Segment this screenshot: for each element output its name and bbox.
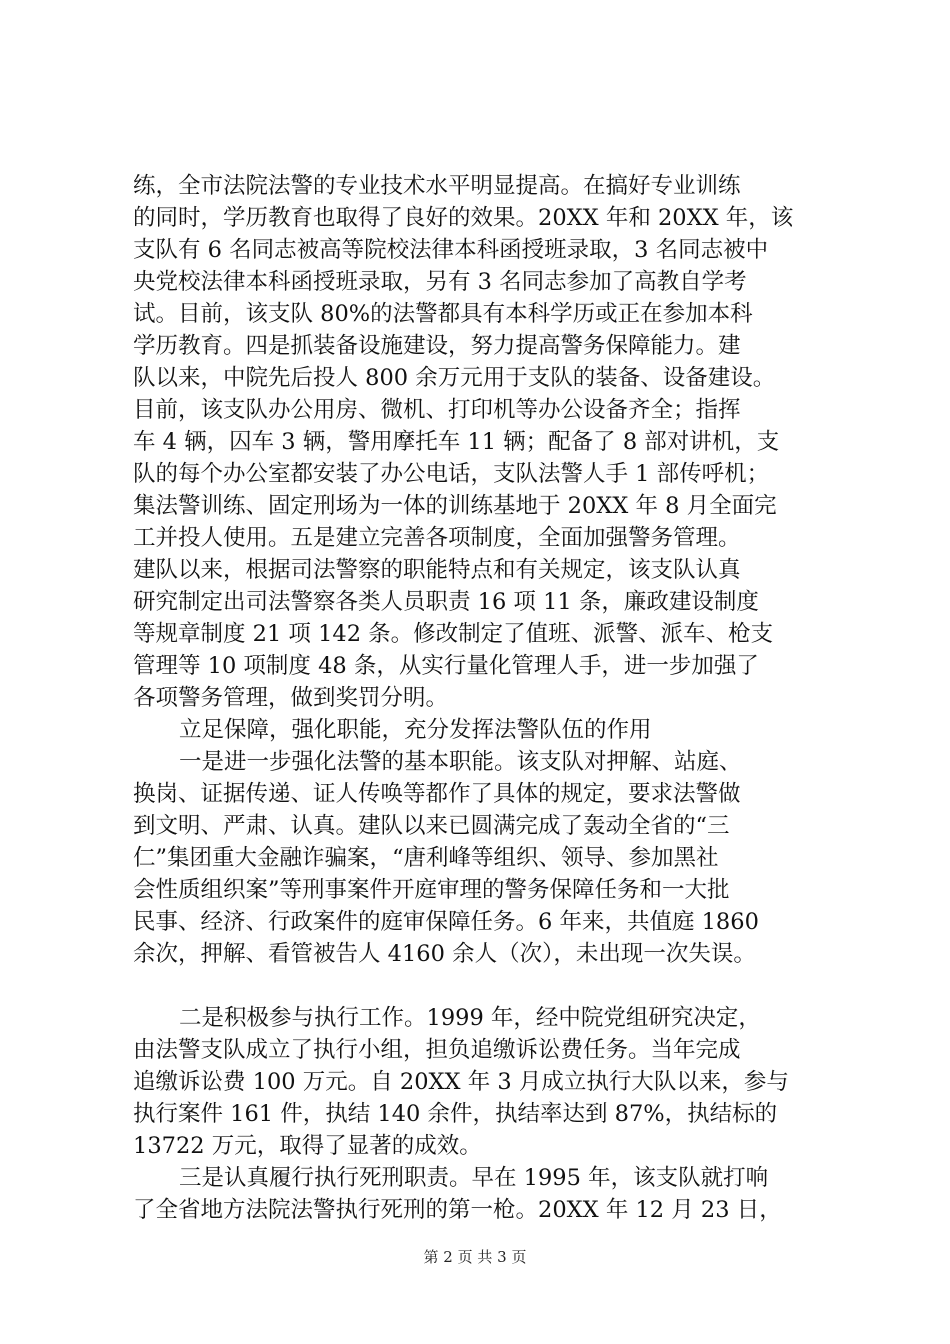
text-line: 练，全市法院法警的专业技术水平明显提高。在搞好专业训练	[133, 173, 741, 199]
text-line: 车 4 辆，囚车 3 辆，警用摩托车 11 辆；配备了 8 部对讲机，支	[133, 429, 780, 455]
text-line: 二是积极参与执行工作。1999 年，经中院党组研究决定，	[179, 1005, 761, 1031]
text-line: 民事、经济、行政案件的庭审保障任务。6 年来，共值庭 1860	[133, 909, 759, 935]
text-line: 立足保障，强化职能，充分发挥法警队伍的作用	[179, 717, 652, 743]
page-footer: 第 2 页 共 3 页	[423, 1248, 527, 1266]
text-line: 一是进一步强化法警的基本职能。该支队对押解、站庭、	[179, 749, 742, 775]
text-line: 央党校法律本科函授班录取，另有 3 名同志参加了高教自学考	[133, 269, 747, 295]
text-line: 支队有 6 名同志被高等院校法律本科函授班录取，3 名同志被中	[133, 237, 769, 263]
text-line: 队以来，中院先后投人 800 余万元用于支队的装备、设备建设。	[133, 365, 776, 391]
text-line: 目前，该支队办公用房、微机、打印机等办公设备齐全；指挥	[133, 397, 741, 423]
text-line: 的同时，学历教育也取得了良好的效果。20XX 年和 20XX 年，该	[133, 205, 794, 231]
text-line: 会性质组织案”等刑事案件开庭审理的警务保障任务和一大批	[133, 877, 730, 903]
text-line: 集法警训练、固定刑场为一体的训练基地于 20XX 年 8 月全面完	[133, 493, 777, 519]
text-line: 到文明、严肃、认真。建队以来已圆满完成了轰动全省的“三	[133, 813, 730, 839]
text-line: 由法警支队成立了执行小组，担负追缴诉讼费任务。当年完成	[133, 1037, 741, 1063]
text-line: 追缴诉讼费 100 万元。自 20XX 年 3 月成立执行大队以来，参与	[133, 1069, 789, 1095]
text-line: 学历教育。四是抓装备设施建设，努力提高警务保障能力。建	[133, 333, 741, 359]
text-line: 等规章制度 21 项 142 条。修改制定了值班、派警、派车、枪支	[133, 621, 774, 647]
text-line: 了全省地方法院法警执行死刑的第一枪。20XX 年 12 月 23 日，	[133, 1197, 782, 1223]
text-line: 建队以来，根据司法警察的职能特点和有关规定，该支队认真	[133, 557, 741, 583]
document-body	[133, 170, 833, 1226]
text-line: 队的每个办公室都安装了办公电话，支队法警人手 1 部传呼机；	[133, 461, 770, 487]
text-line: 各项警务管理，做到奖罚分明。	[133, 685, 449, 711]
text-line: 换岗、证据传递、证人传唤等都作了具体的规定，要求法警做	[133, 781, 741, 807]
text-line: 余次，押解、看管被告人 4160 余人（次），未出现一次失误。	[133, 941, 756, 967]
text-line: 管理等 10 项制度 48 条，从实行量化管理人手，进一步加强了	[133, 653, 759, 679]
text-line: 13722 万元，取得了显著的成效。	[133, 1133, 482, 1159]
text-line: 仁”集团重大金融诈骗案，“唐利峰等组织、领导、参加黑社	[133, 845, 719, 871]
text-line: 研究制定出司法警察各类人员职责 16 项 11 条，廉政建设制度	[133, 589, 759, 615]
text-line: 执行案件 161 件，执结 140 余件，执结率达到 87%，执结标的	[133, 1101, 778, 1127]
text-line: 试。目前，该支队 80%的法警都具有本科学历或正在参加本科	[133, 301, 753, 327]
blank-line	[133, 970, 833, 1002]
text-line: 三是认真履行执行死刑职责。早在 1995 年，该支队就打响	[179, 1165, 769, 1191]
text-line: 工并投人使用。五是建立完善各项制度，全面加强警务管理。	[133, 525, 741, 551]
